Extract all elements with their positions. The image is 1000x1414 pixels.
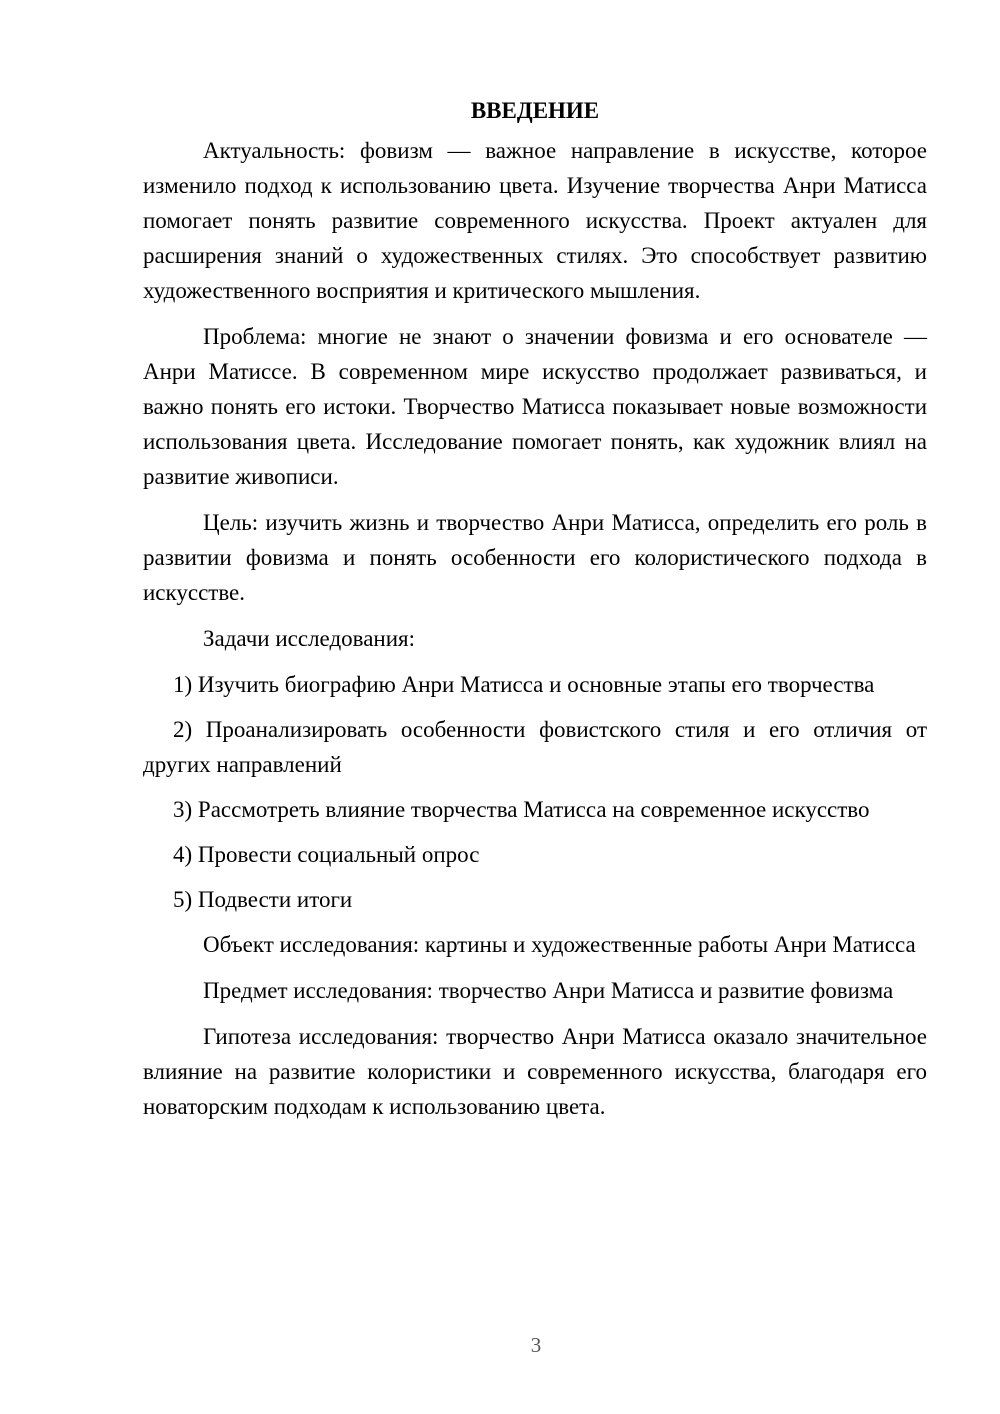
paragraph-object: Объект исследования: картины и художественные работы Анри Матисса <box>203 932 916 957</box>
section-title: ВВЕДЕНИЕ <box>470 98 600 123</box>
paragraph-relevance: Актуальность: фовизм — важное направление в искусстве, которое изменило подход к использованию цвета. Изучение творчества Анри Матисса помогает понять развитие современного искусства. Проект актуален для расширения знаний о художественных стилях. Это способствует развитию художественного восприятия и критического мышления. <box>143 138 927 303</box>
task-item: 4) Провести социальный опрос <box>173 842 480 867</box>
paragraph-problem: Проблема: многие не знают о значении фовизма и его основателе — Анри Матиссе. В современном мире искусство продолжает развиваться, и важно понять его истоки. Творчество Матисса показывает новые возможности использования цвета. Исследование помогает понять, как художник влиял на развитие живописи. <box>143 324 927 489</box>
paragraph-goal: Цель: изучить жизнь и творчество Анри Матисса, определить его роль в развитии фовизма и понять особенности его колористического подхода в искусстве. <box>143 510 927 605</box>
task-item: 3) Рассмотреть влияние творчества Матисса на современное искусство <box>173 797 870 822</box>
paragraph-subject: Предмет исследования: творчество Анри Матисса и развитие фовизма <box>203 978 894 1003</box>
page-content <box>143 93 927 1135</box>
page-number: 3 <box>530 1333 542 1357</box>
task-item: 1) Изучить биографию Анри Матисса и основные этапы его творчества <box>173 672 875 697</box>
task-item: 2) Проанализировать особенности фовистского стиля и его отличия от других направлений <box>143 717 927 777</box>
task-item: 5) Подвести итоги <box>173 887 353 912</box>
paragraph-hypothesis: Гипотеза исследования: творчество Анри Матисса оказало значительное влияние на развитие колористики и современного искусства, благодаря его новаторским подходам к использованию цвета. <box>143 1024 927 1119</box>
tasks-heading: Задачи исследования: <box>203 626 416 651</box>
